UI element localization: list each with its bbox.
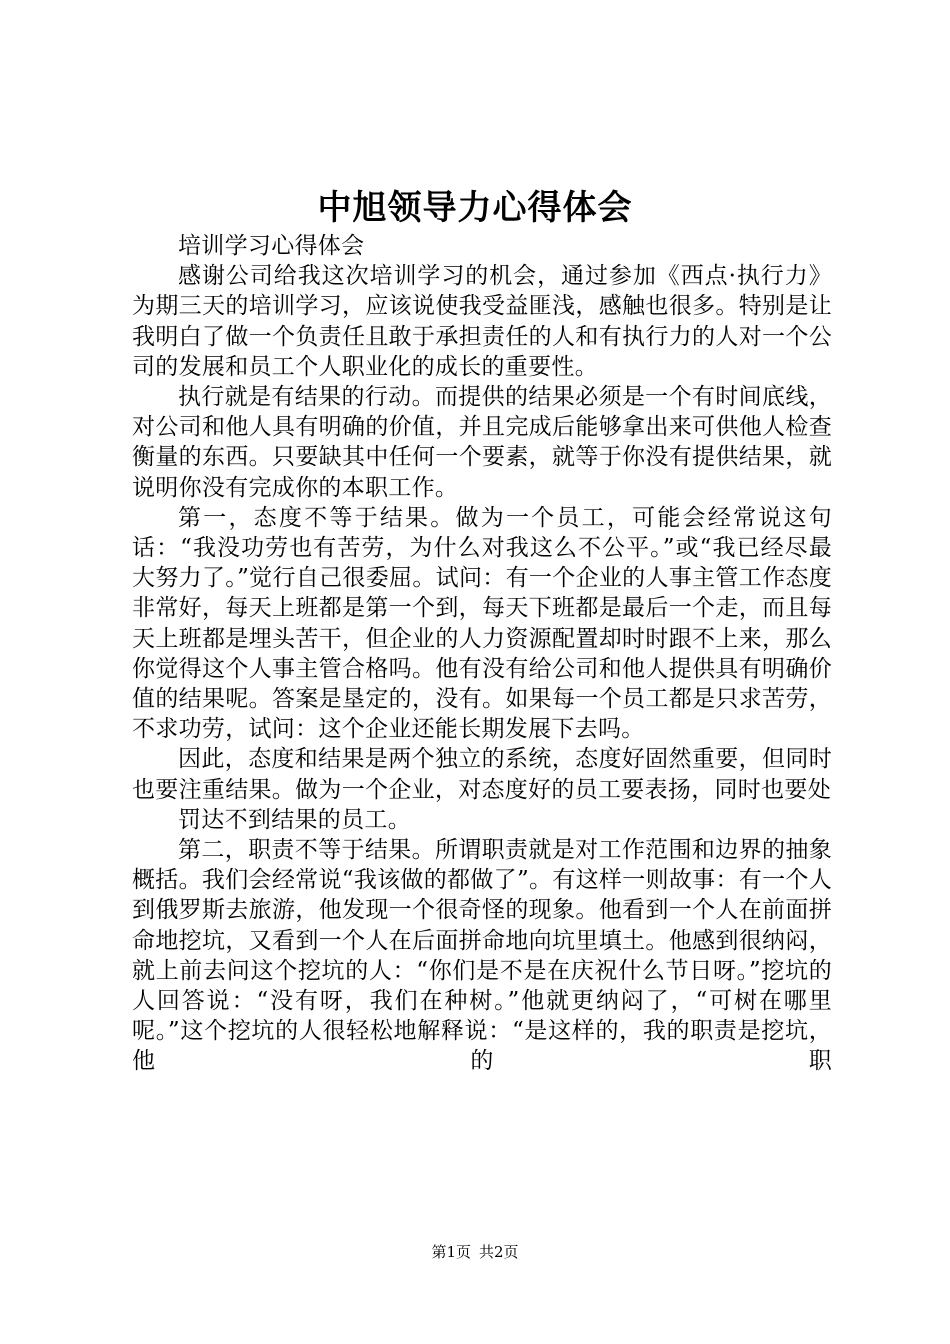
document-title: 中旭领导力心得体会	[317, 188, 633, 228]
paragraph-point-one: 第一，态度不等于结果。做为一个员工，可能会经常说这句话：“我没功劳也有苦劳，为什么对我这么不公平。”或“我已经尽最大努力了。”觉行自己很委屈。试问：有一个企业的人事主管工作态度非常好，每天上班都是第一个到，每天下班都是最后一个走，而且每天上班都是埋头苦干，但企业的人力资源配置却时时跟不上来，那么你觉得这个人事主管合格吗。他有没有给公司和他人提供具有明确价值的结果呢。答案是垦定的，没有。如果每一个员工都是只求苦劳，不求功劳，试问：这个企业还能长期发展下去吗。	[132, 504, 832, 743]
paragraph-attitude-results: 因此，态度和结果是两个独立的系统，态度好固然重要，但同时也要注重结果。做为一个企业，对态度好的员工要表扬，同时也要处	[132, 746, 832, 803]
paragraph-punish: 罚达不到结果的员工。	[178, 806, 411, 833]
page-number: 第1页	[431, 1243, 471, 1261]
paragraph-execution: 执行就是有结果的行动。而提供的结果必须是一个有时间底线，对公司和他人具有明确的价值，并且完成后能够拿出来可供他人检查衡量的东西。只要缺其中任何一个要素，就等于你没有提供结果，就说明你没有完成你的本职工作。	[132, 384, 832, 501]
page-footer	[0, 1242, 950, 1262]
paragraph-subtitle: 培训学习心得体会	[178, 233, 365, 259]
paragraph-intro: 感谢公司给我这次培训学习的机会，通过参加《西点·执行力》为期三天的培训学习，应该说使我受益匪浅，感触也很多。特别是让我明白了做一个负责任且敢于承担责任的人和有执行力的人对一个公司的发展和员工个人职业化的成长的重要性。	[132, 263, 832, 380]
page-total: 共2页	[479, 1243, 519, 1261]
document-body	[132, 231, 832, 1077]
paragraph-point-two: 第二，职责不等于结果。所谓职责就是对工作范围和边界的抽象概括。我们会经常说“我该做的都做了”。有这样一则故事：有一个人到俄罗斯去旅游，他发现一个很奇怪的现象。他看到一个人在前面拼命地挖坑，又看到一个人在后面拼命地向坑里填土。他感到很纳闷，就上前去问这个挖坑的人：“你们是不是在庆祝什么节日呀。”挖坑的人回答说：“没有呀，我们在种树。”他就更纳闷了，“可树在哪里呢。”这个挖坑的人很轻松地解释说：“是这样的，我的职责是挖坑，他的职	[132, 837, 832, 1075]
